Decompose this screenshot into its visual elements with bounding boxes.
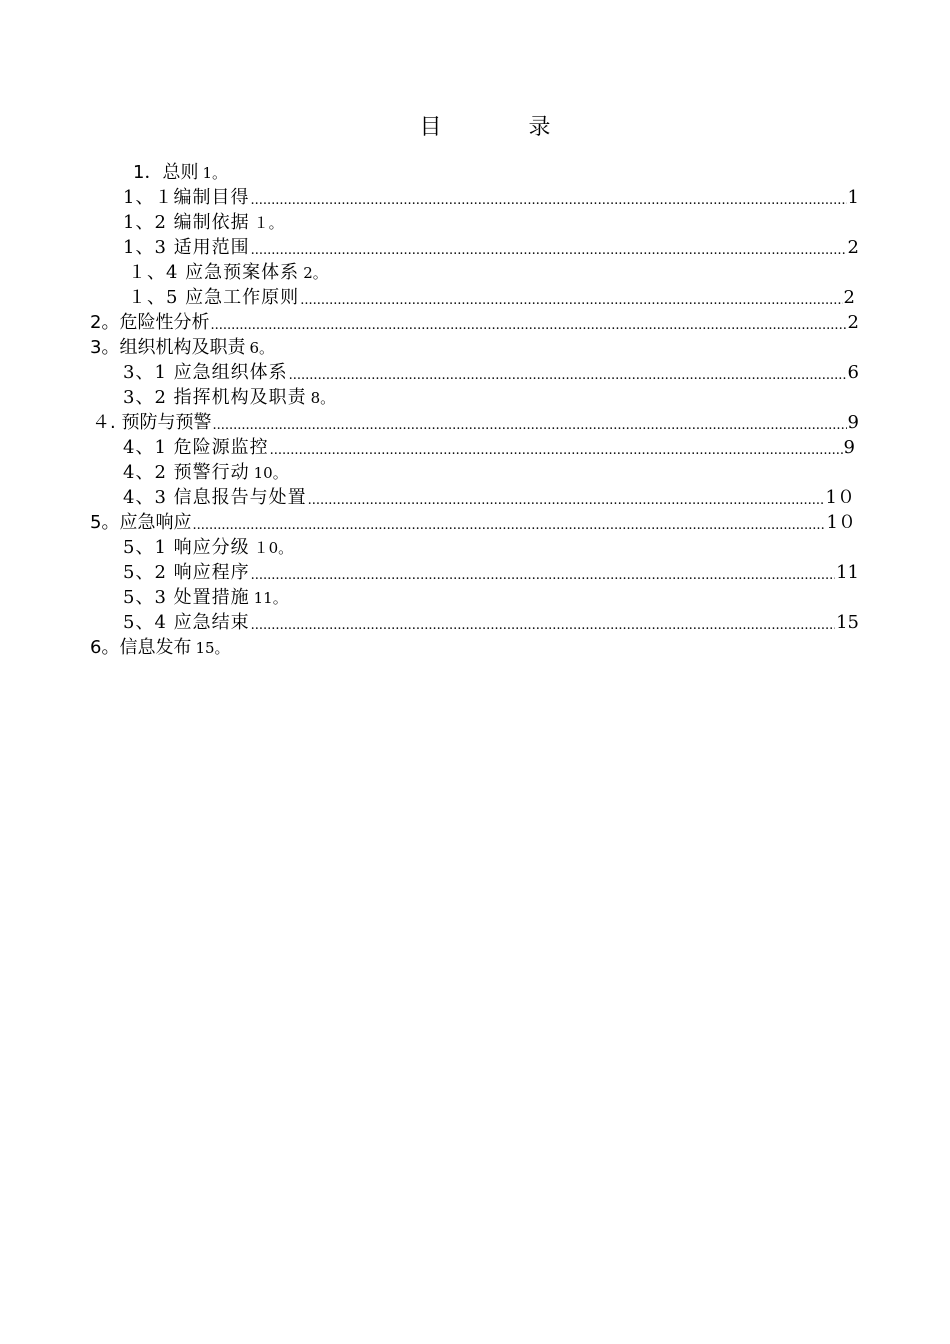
toc-entry-page: 2 [843, 287, 855, 308]
toc-dot-leader [308, 492, 825, 510]
toc-entry-page: 2 [847, 312, 859, 333]
toc-entry [0, 335, 950, 360]
toc-entry-label: 1．总则 [133, 162, 199, 183]
toc-dot-leader [251, 567, 835, 585]
toc-entry-page: 2 [847, 237, 859, 258]
toc-entry-page: 9 [843, 437, 855, 458]
toc-entry-page: 11 [836, 562, 859, 583]
toc-entry [0, 410, 859, 435]
toc-entry [0, 160, 950, 185]
toc-entry-label: １、4 应急预案体系 [128, 262, 300, 283]
toc-entry-page: 15 [836, 612, 859, 633]
toc-dot-leader [212, 417, 846, 435]
toc-entry-label: ４. 预防与预警 [92, 412, 212, 433]
toc-entry-label: 5、4 应急结束 [123, 612, 250, 633]
toc-dot-leader [192, 517, 825, 535]
toc-dot-leader [300, 292, 842, 310]
toc-entry-label: 1、3 适用范围 [123, 237, 250, 258]
toc-entry-label: 3、2 指挥机构及职责 [123, 387, 307, 408]
toc-entry-label: 4、3 信息报告与处置 [123, 487, 307, 508]
toc-entry-page: 8。 [310, 389, 336, 407]
toc-entry-page: 1０ [825, 487, 855, 508]
toc-dot-leader [270, 442, 843, 460]
toc-dot-leader [251, 242, 847, 260]
toc-entry [0, 635, 950, 660]
toc-entry-label: 1、2 编制依据 [123, 212, 250, 233]
toc-entry [0, 585, 950, 610]
toc-title: 目 录 [419, 115, 591, 140]
toc-entry-page: 6 [847, 362, 859, 383]
toc-entry-page: 1 [847, 187, 859, 208]
toc-entry-page: 1。 [202, 164, 227, 182]
toc-dot-leader [210, 317, 846, 335]
toc-entry [0, 185, 859, 210]
toc-entry [0, 260, 950, 285]
toc-entry-label: 6。信息发布 [90, 637, 192, 658]
toc-entry [0, 385, 950, 410]
toc-entry [0, 485, 855, 510]
toc-entry-label: 4、2 预警行动 [123, 462, 250, 483]
toc-entry-page: 15。 [195, 639, 230, 657]
toc-entry [0, 510, 856, 535]
toc-entry-page: １。 [253, 214, 284, 232]
toc-entry-label: 3。组织机构及职责 [90, 337, 246, 358]
toc-entry-page: １0。 [253, 539, 294, 557]
toc-entry [0, 460, 950, 485]
toc-entry [0, 560, 859, 585]
toc-entry-label: １、5 应急工作原则 [128, 287, 300, 308]
toc-entry-label: 5。应急响应 [90, 512, 192, 533]
toc-entry [0, 235, 859, 260]
toc-entry-label: 3、1 应急组织体系 [123, 362, 288, 383]
toc-entry [0, 360, 859, 385]
toc-entry-page: 2。 [303, 264, 328, 282]
toc-entry-label: 5、2 响应程序 [123, 562, 250, 583]
toc-entry-page: 1０ [826, 512, 856, 533]
toc-entry-label: 1、１编制目得 [123, 187, 250, 208]
toc-entry-label: 2。危险性分析 [90, 312, 210, 333]
toc-entry [0, 210, 950, 235]
toc-entry-label: 4、1 危险源监控 [123, 437, 269, 458]
toc-entry-label: 5、3 处置措施 [123, 587, 250, 608]
toc-entry-page: 6。 [249, 339, 274, 357]
toc-entry [0, 285, 855, 310]
toc-dot-leader [289, 367, 847, 385]
toc-entry-page: 11。 [253, 589, 288, 607]
toc-entry [0, 610, 859, 635]
toc-entry-label: 5、1 响应分级 [123, 537, 250, 558]
toc-dot-leader [250, 192, 846, 210]
toc-entry-page: 9 [847, 412, 859, 433]
toc-entry [0, 435, 855, 460]
toc-dot-leader [251, 617, 835, 635]
toc-entry [0, 535, 950, 560]
toc-entry-page: 10。 [253, 464, 288, 482]
toc-entry [0, 310, 859, 335]
